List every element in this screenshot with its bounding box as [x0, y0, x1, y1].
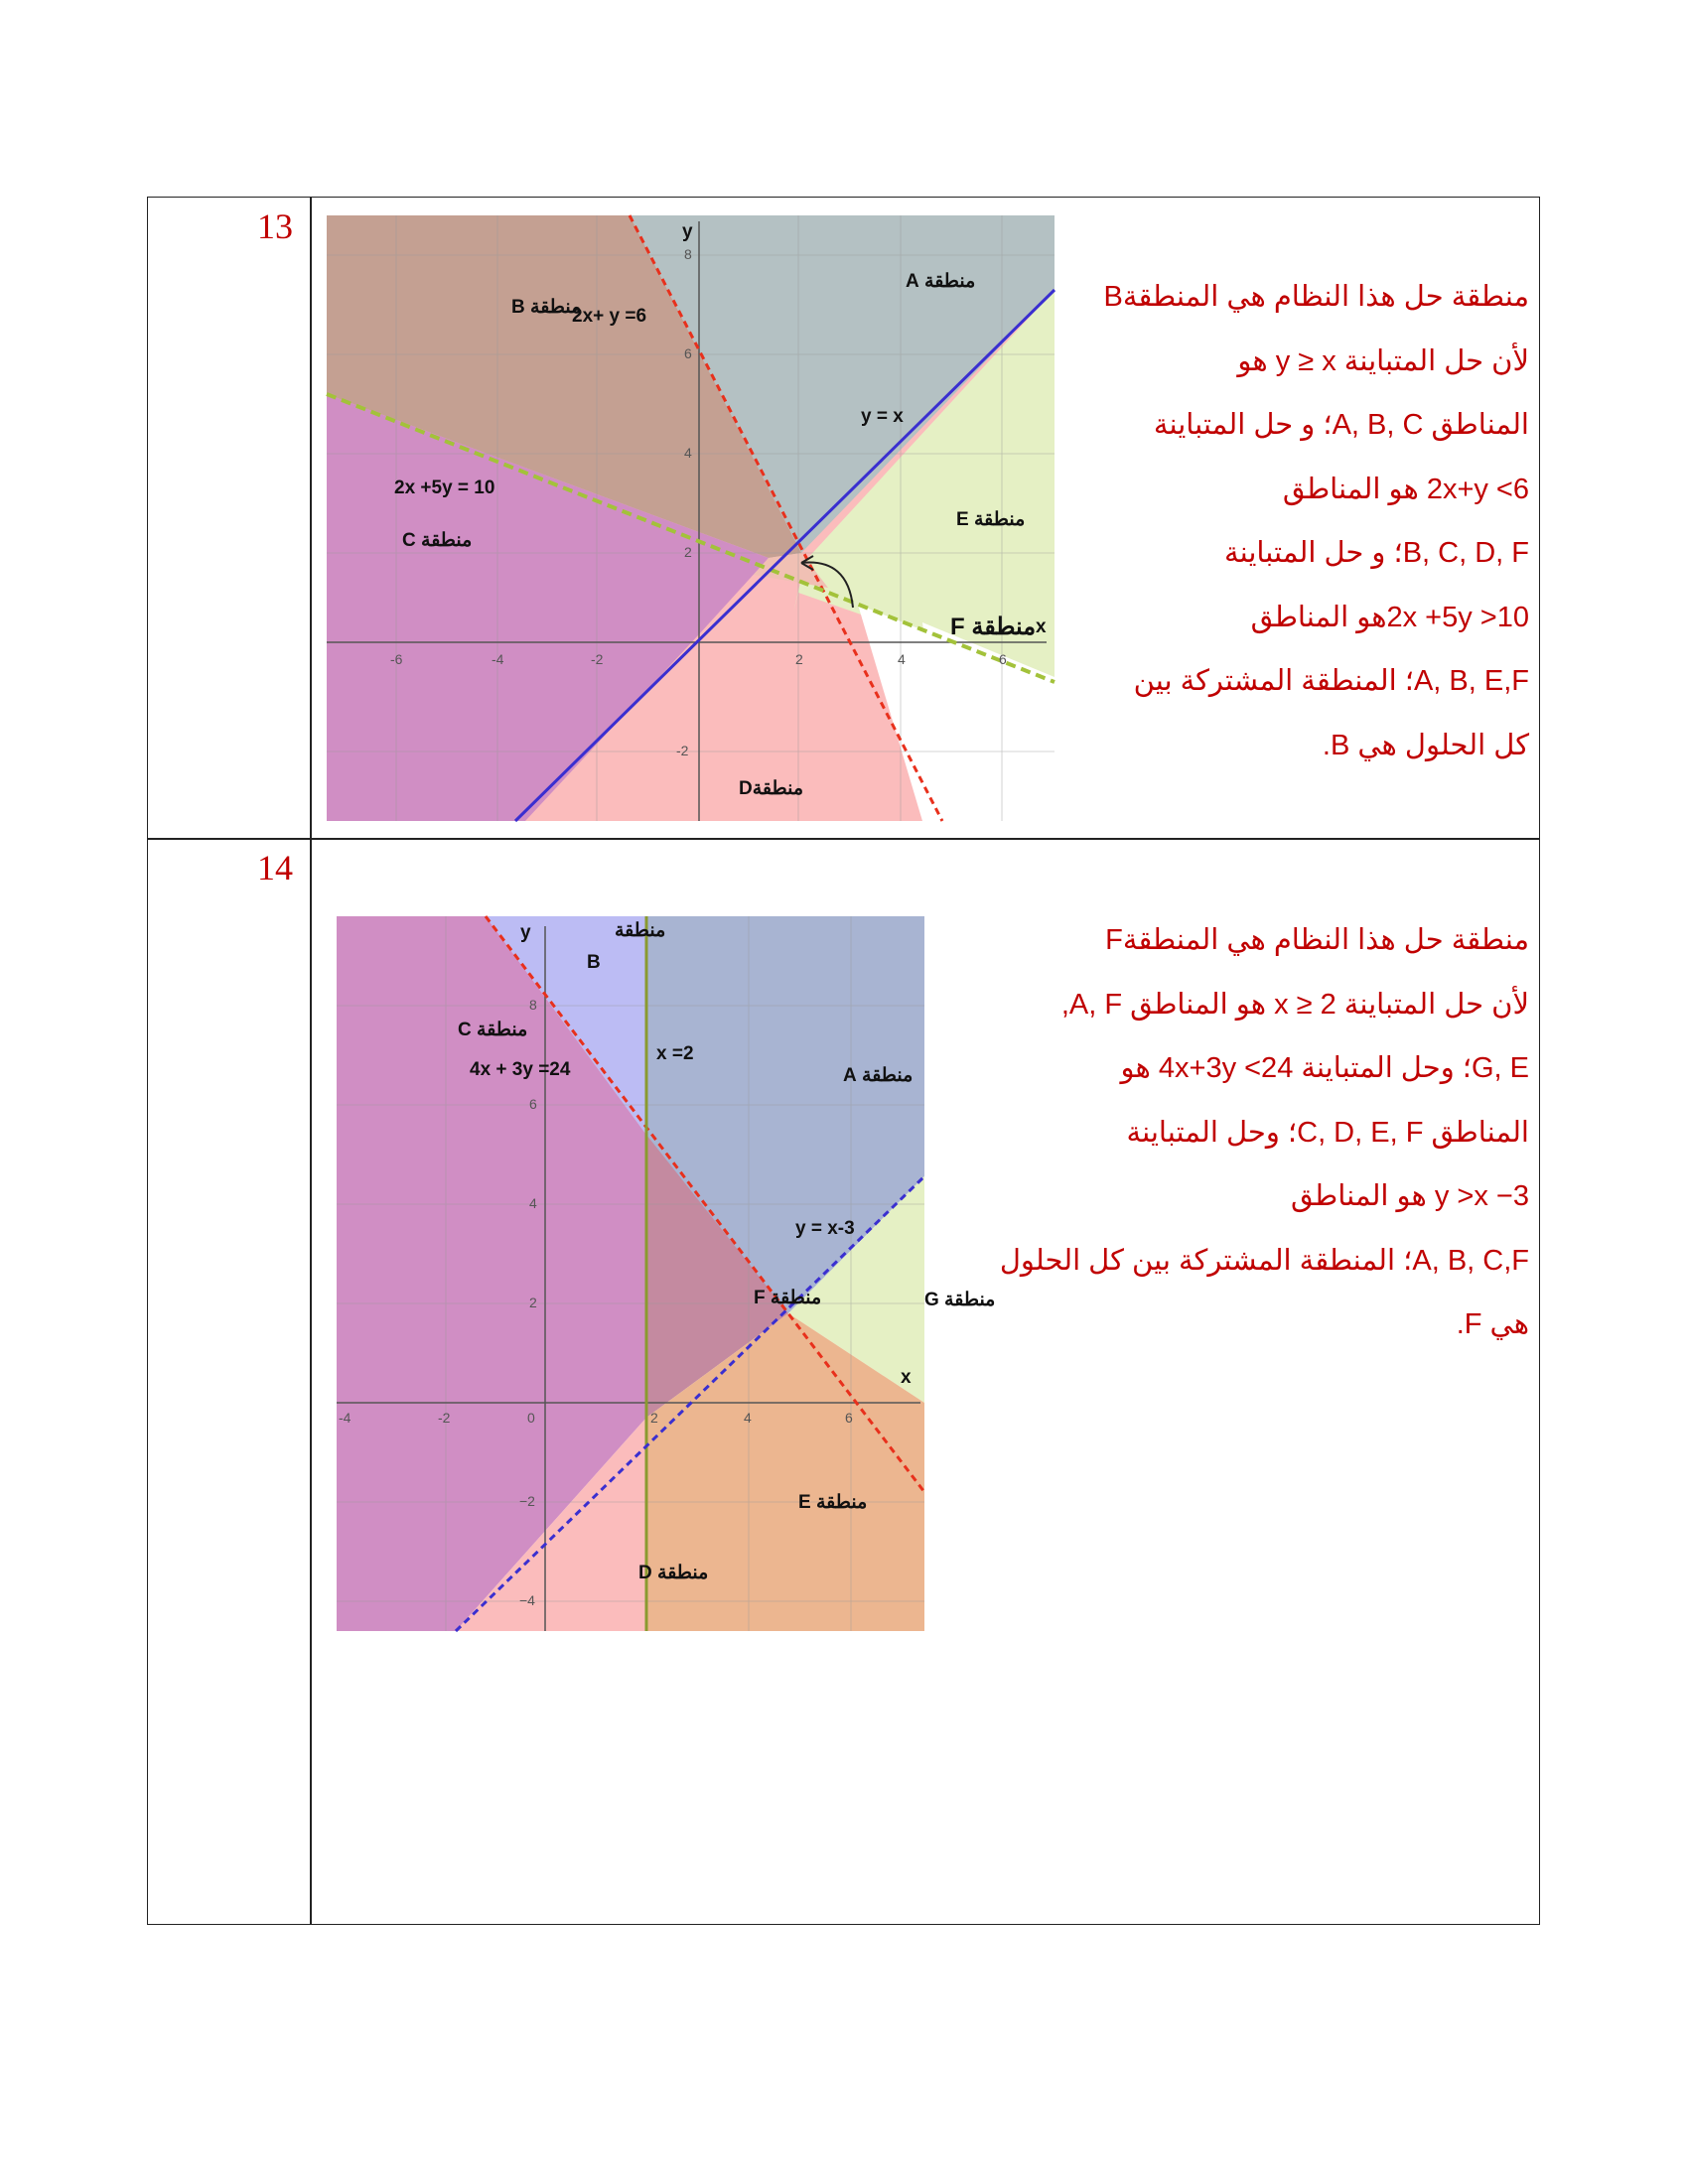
row-number-14: 14: [257, 848, 293, 887]
y-axis-label: y: [520, 922, 531, 943]
region-label-a: منطقة A: [843, 1065, 914, 1086]
x-tick: -4: [339, 1410, 352, 1426]
region-label-a: منطقة A: [906, 271, 976, 292]
explanation-line: A, B, C,F؛ المنطقة المشتركة بين كل الحلول: [999, 1244, 1529, 1277]
x-tick: -2: [591, 651, 604, 667]
explanation-line: منطقة حل هذا النظام هي المنطقةB: [1103, 281, 1529, 313]
explanation-line: لأن حل المتباينة y ≥ x هو: [1237, 344, 1529, 377]
graph-13: [327, 215, 1055, 821]
x-tick: 4: [898, 651, 906, 667]
y-tick: 8: [529, 997, 537, 1013]
x-tick: 6: [999, 651, 1007, 667]
explanation-line: لأن حل المتباينة x ≥ 2 هو المناطق A, F,: [1060, 988, 1529, 1021]
y-tick: −4: [519, 1592, 535, 1608]
y-axis-label: y: [682, 221, 693, 242]
line-label-y-equals-x-minus-3: y = x-3: [795, 1218, 855, 1239]
x-tick: 0: [527, 1410, 535, 1426]
explanation-line: المناطق C, D, E, F؛ وحل المتباينة: [1126, 1116, 1529, 1149]
explanation-line: B, C, D, F؛ و حل المتباينة: [1224, 537, 1529, 569]
region-label-e: منطقة E: [956, 509, 1026, 530]
line-label-2x-plus-y: 2x+ y =6: [572, 306, 647, 327]
line-label-2x-plus-5y: 2x +5y = 10: [394, 478, 495, 498]
y-tick: -2: [676, 743, 689, 758]
line-label-y-equals-x: y = x: [861, 406, 904, 427]
y-tick: 2: [684, 544, 692, 560]
y-tick: 2: [529, 1295, 537, 1310]
region-label-b-top: منطقة: [615, 920, 666, 941]
x-tick: 2: [650, 1410, 658, 1426]
region-label-c: منطقة C: [402, 530, 473, 551]
x-axis-label: x: [901, 1367, 912, 1388]
x-tick: 2: [795, 651, 803, 667]
document-table: [147, 197, 1540, 1925]
region-label-f: منطقة F: [950, 614, 1037, 640]
region-label-f: منطقة F: [754, 1288, 822, 1308]
explanation-line: منطقة حل هذا النظام هي المنطقةF: [1105, 924, 1529, 956]
x-tick: -6: [390, 651, 403, 667]
y-tick: 4: [684, 445, 692, 461]
region-label-g: منطقة G: [924, 1290, 996, 1310]
region-label-b-letter: B: [587, 952, 601, 973]
y-tick: 8: [684, 246, 692, 262]
explanation-line: G, E؛ وحل المتباينة 4x+3y <24 هو: [1120, 1052, 1529, 1084]
region-label-d: منطقةD: [739, 778, 804, 799]
column-divider: [310, 198, 312, 1924]
x-axis-label: x: [1036, 616, 1047, 637]
explanation-line: كل الحلول هي B.: [1322, 729, 1529, 761]
explanation-13: [1104, 265, 1530, 777]
y-tick: 6: [684, 345, 692, 361]
explanation-14: [1000, 908, 1529, 1357]
region-label-c: منطقة C: [458, 1020, 528, 1040]
region-label-e: منطقة E: [798, 1492, 868, 1513]
explanation-line: هي F.: [1456, 1308, 1529, 1340]
explanation-line: y >x −3 هو المناطق: [1290, 1180, 1529, 1212]
region-label-b: منطقة B: [511, 297, 582, 318]
y-tick: 6: [529, 1096, 537, 1112]
graph-14: [337, 916, 996, 1631]
explanation-line: المناطق A, B, C؛ و حل المتباينة: [1153, 409, 1529, 441]
y-tick: −2: [519, 1493, 535, 1509]
row-number-13: 13: [257, 206, 293, 246]
x-tick: 6: [845, 1410, 853, 1426]
y-tick: 4: [529, 1195, 537, 1211]
x-tick: -4: [492, 651, 504, 667]
line-label-4x-plus-3y: 4x + 3y =24: [470, 1059, 571, 1080]
x-tick: -2: [438, 1410, 451, 1426]
line-label-x-equals-2: x =2: [656, 1043, 694, 1064]
region-label-d: منطقة D: [638, 1563, 709, 1583]
explanation-line: A, B, E,F؛ المنطقة المشتركة بين: [1133, 665, 1529, 697]
x-tick: 4: [744, 1410, 752, 1426]
explanation-line: 2x+y <6 هو المناطق: [1282, 473, 1529, 505]
row-divider: [148, 838, 1539, 840]
explanation-line: 2x +5y >10هو المناطق: [1250, 601, 1529, 633]
